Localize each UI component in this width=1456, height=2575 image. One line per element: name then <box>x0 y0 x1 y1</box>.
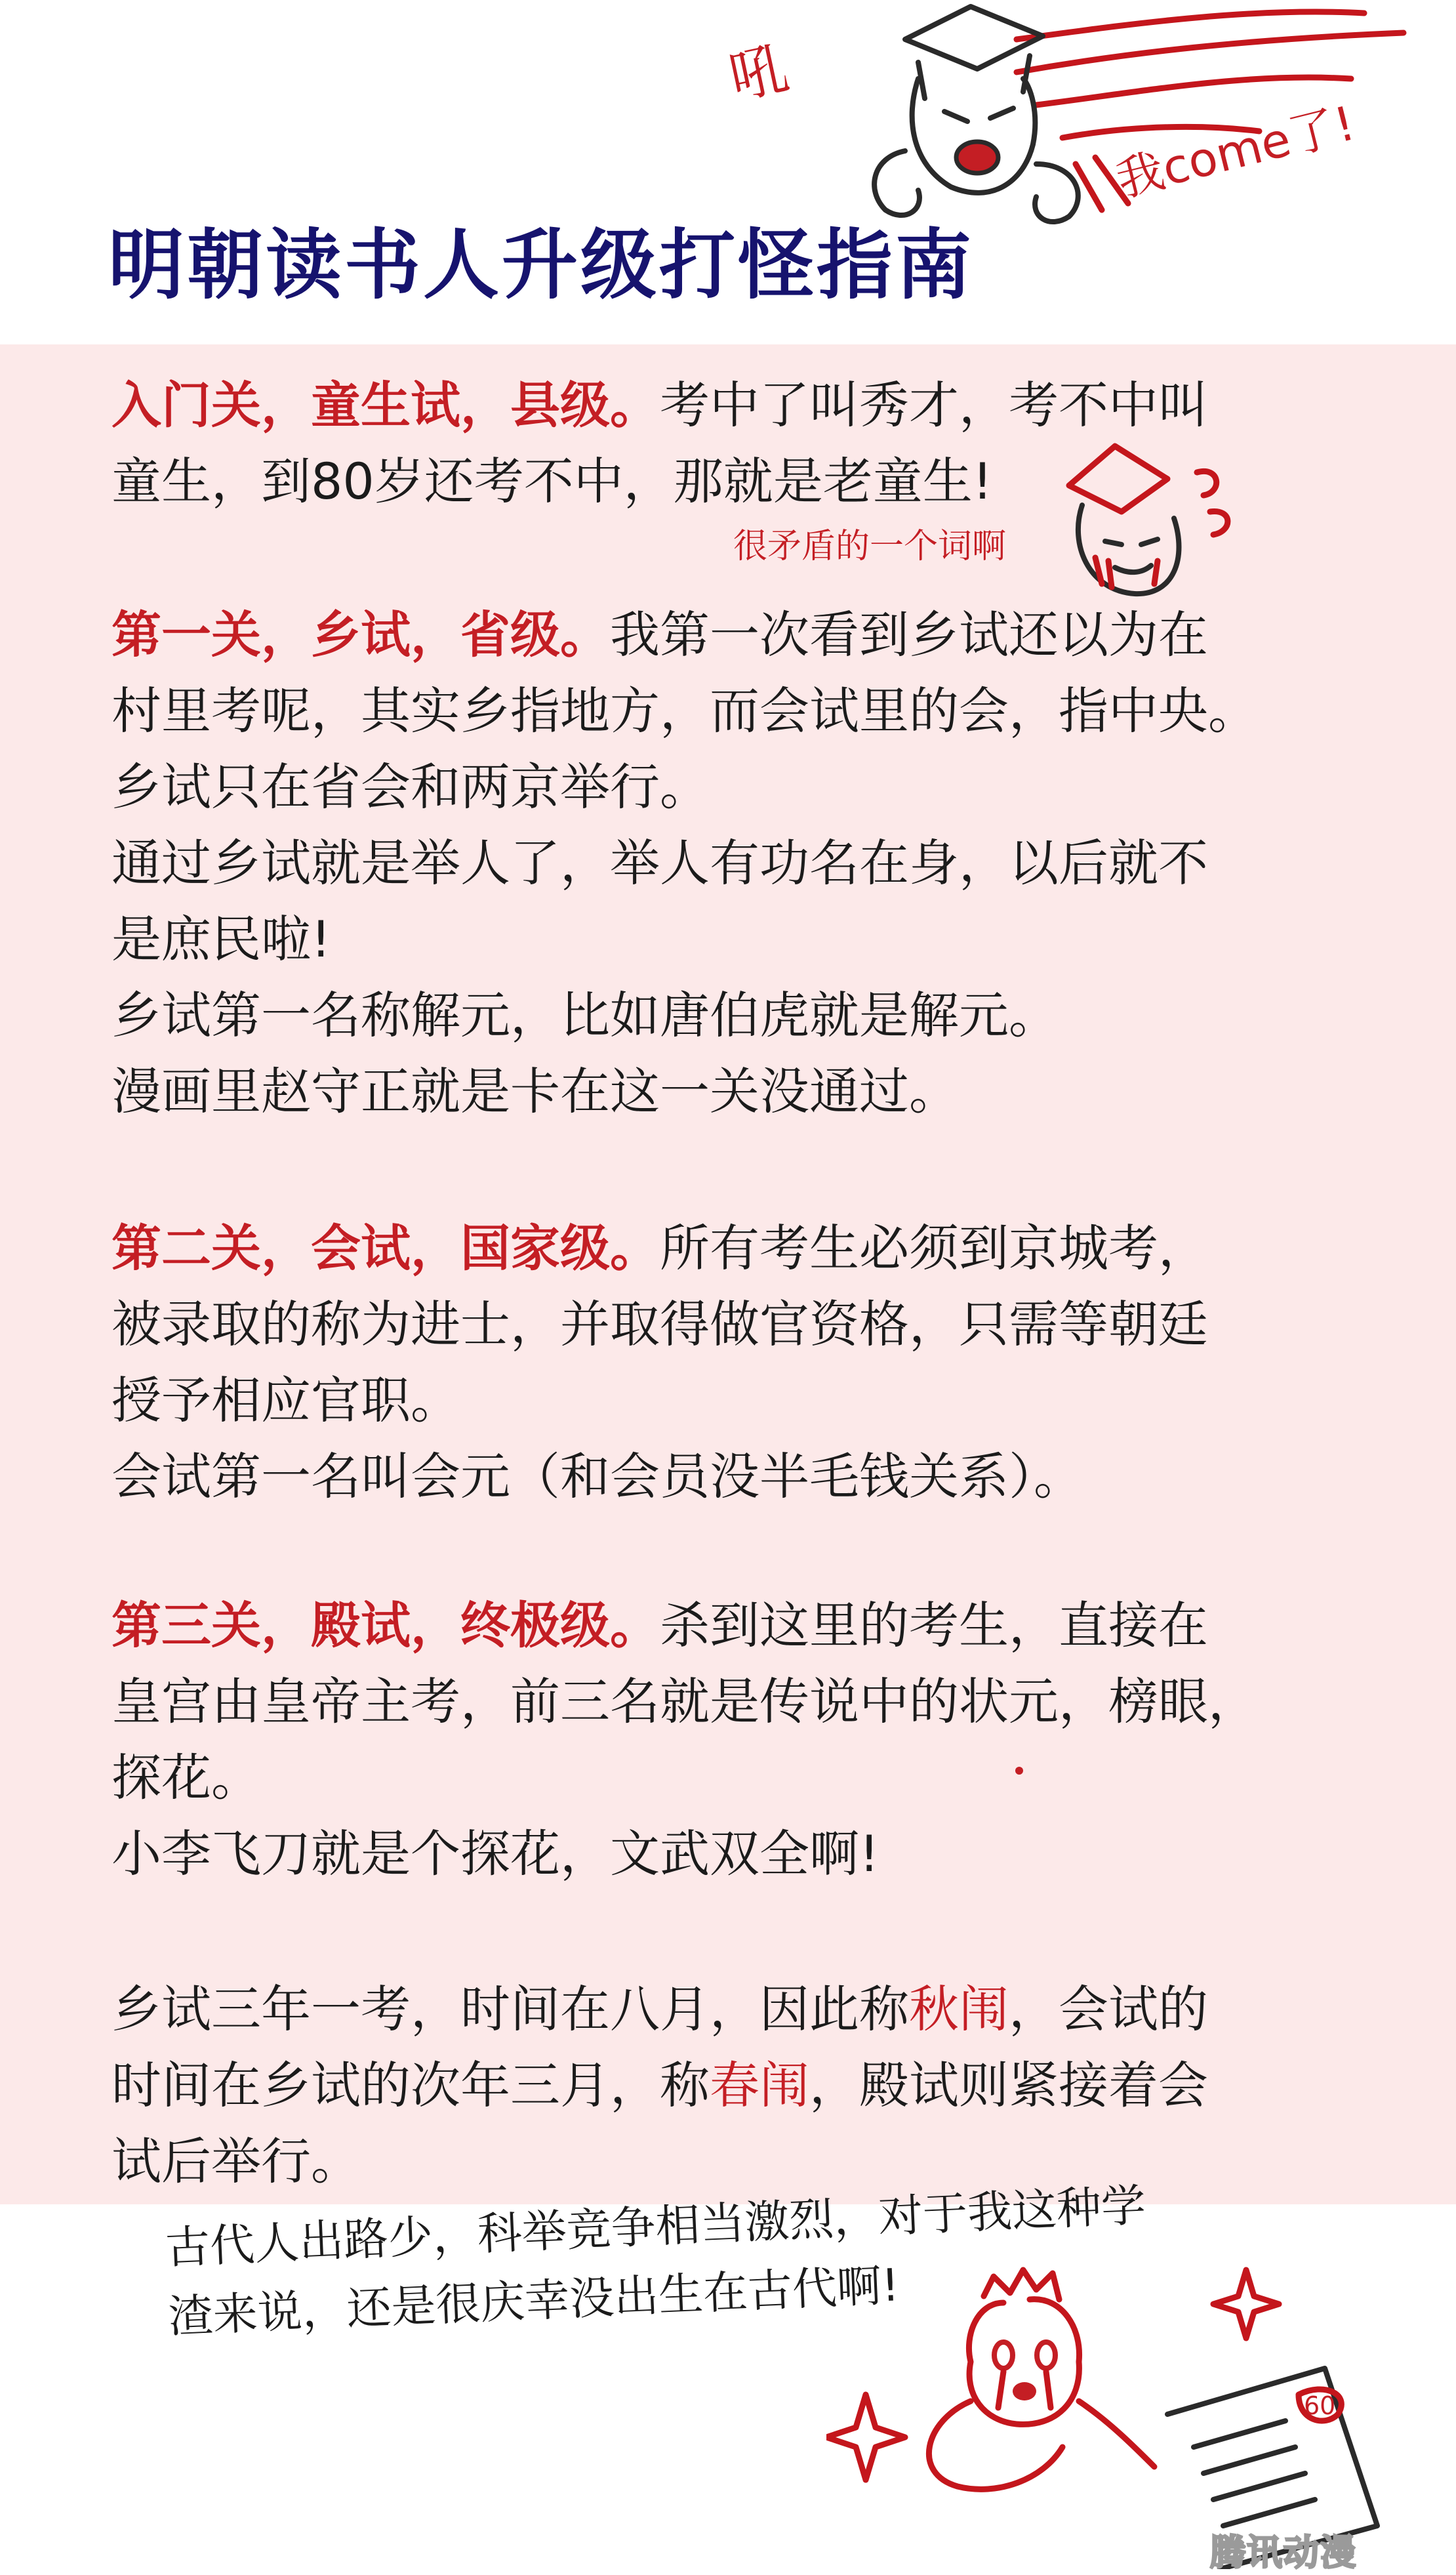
side-note: 很矛盾的一个词啊 <box>733 527 1007 566</box>
red-dot <box>1015 1767 1023 1775</box>
section-heading: 第三关，殿试，终极级。 <box>111 1596 660 1655</box>
page-title: 明朝读书人升级打怪指南 <box>108 221 974 310</box>
summary-text: 乡试三年一考，时间在八月，因此称 <box>111 1980 909 2038</box>
section-line: 被录取的称为进士，并取得做官资格，只需等朝廷 <box>111 1295 1208 1353</box>
section-level-3 <box>111 1588 1358 1892</box>
section-line: 乡试第一名称解元，比如唐伯虎就是解元。 <box>111 986 1059 1044</box>
summary-text: ，会试的 <box>1009 1980 1208 2038</box>
scholar-shouting-illustration <box>708 0 1456 236</box>
section-line: 皇宫由皇帝主考，前三名就是传说中的状元，榜眼， <box>111 1672 1258 1731</box>
section-heading: 第一关，乡试，省级。 <box>111 606 610 664</box>
publisher-watermark: 腾讯动漫 <box>1210 2532 1357 2573</box>
section-level-1 <box>111 597 1358 1130</box>
section-line: 杀到这里的考生，直接在 <box>660 1596 1208 1655</box>
summary-text: ，殿试则紧接着会 <box>809 2056 1208 2114</box>
section-line: 授予相应官职。 <box>111 1371 460 1430</box>
section-line: 所有考生必须到京城考， <box>660 1219 1208 1277</box>
section-line: 是庶民啦! <box>111 910 331 968</box>
keyword-autumn-exam: 秋闱 <box>909 1980 1009 2038</box>
closing-line: 渣来说，还是很庆幸没出生在古代啊! <box>167 2259 900 2343</box>
summary-text: 试后举行。 <box>111 2132 361 2191</box>
section-line: 乡试只在省会和两京举行。 <box>111 758 710 816</box>
old-scholar-doodle <box>1043 426 1266 610</box>
section-line: 探花。 <box>111 1748 261 1807</box>
summary-paragraph <box>111 1971 1358 2200</box>
section-line: 会试第一名叫会元（和会员没半毛钱关系）。 <box>111 1447 1083 1506</box>
section-heading: 入门关，童生试，县级。 <box>111 376 660 434</box>
keyword-spring-exam: 春闱 <box>710 2056 809 2114</box>
paper-score: 60 <box>1304 2391 1336 2420</box>
section-line: 漫画里赵守正就是卡在这一关没通过。 <box>111 1062 959 1121</box>
section-line: 童生，到80岁还考不中，那就是老童生! <box>111 452 993 510</box>
crying-student-illustration <box>826 2250 1456 2569</box>
section-line: 村里考呢，其实乡指地方，而会试里的会，指中央。 <box>111 682 1258 740</box>
section-line: 我第一次看到乡试还以为在 <box>610 606 1208 664</box>
closing-line: 古代人出路少，科举竞争相当激烈，对于我这种学 <box>164 2179 1147 2275</box>
shout-left: 吼 <box>723 33 794 112</box>
summary-text: 时间在乡试的次年三月，称 <box>111 2056 710 2114</box>
section-heading: 第二关，会试，国家级。 <box>111 1219 660 1277</box>
shout-right: 我come了! <box>1110 95 1361 208</box>
section-line: 考中了叫秀才，考不中叫 <box>660 376 1208 434</box>
section-line: 小李飞刀就是个探花，文武双全啊! <box>111 1824 880 1883</box>
section-line: 通过乡试就是举人了，举人有功名在身，以后就不 <box>111 834 1208 892</box>
section-level-2 <box>111 1210 1358 1515</box>
